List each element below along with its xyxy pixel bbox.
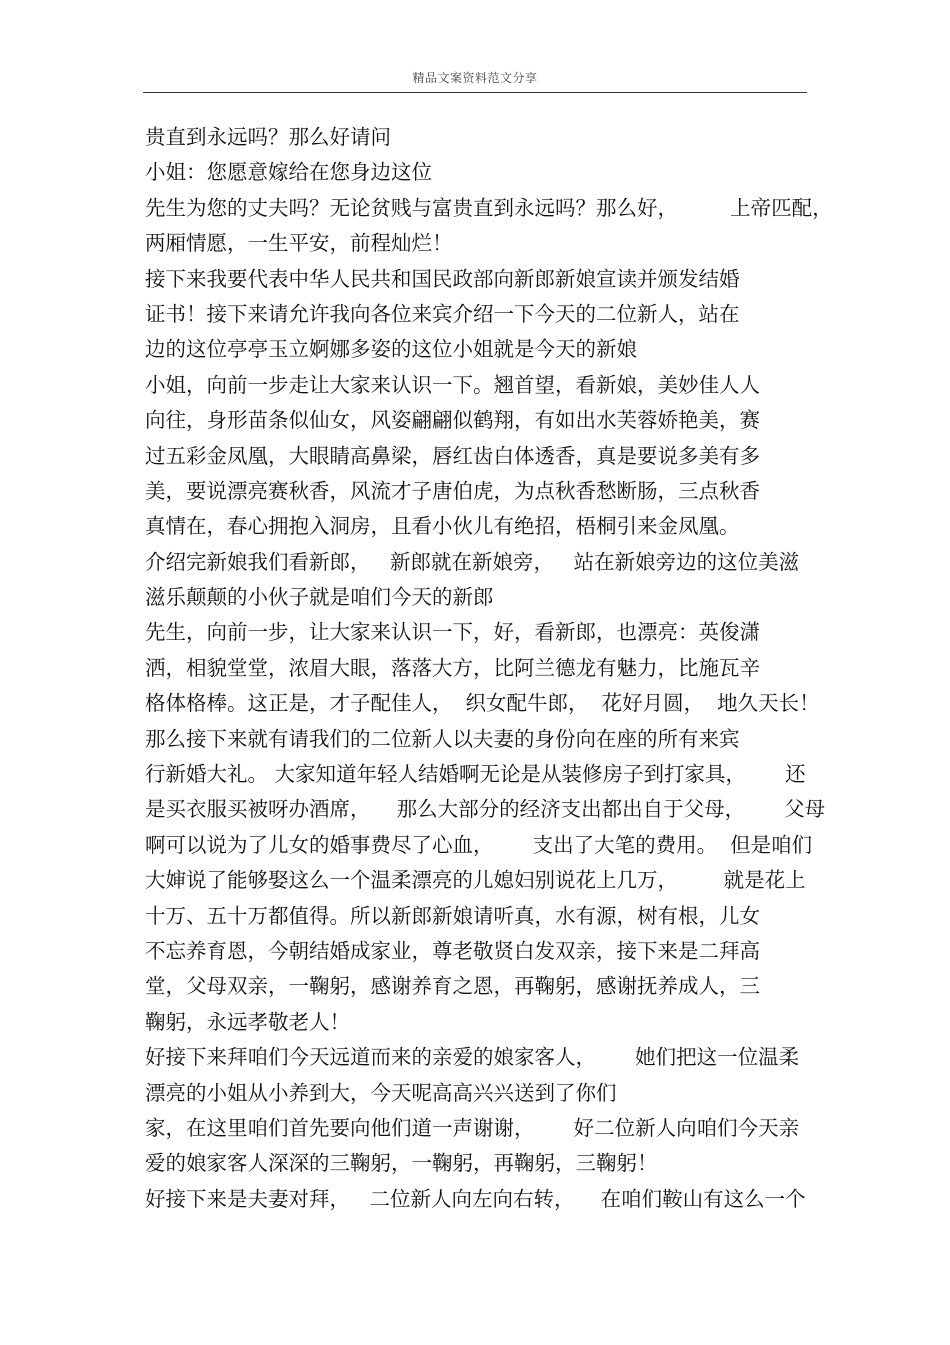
text-line: 先生，向前一步，让大家来认识一下，好，看新郎，也漂亮：英俊潇 [145,620,760,645]
text-line: 小姐，向前一步走让大家来认识一下。翘首望，看新娘，美妙佳人人 [145,372,760,397]
text-line: 那么接下来就有请我们的二位新人以夫妻的身份向在座的所有来宾 [145,726,740,751]
text-line: 不忘养育恩，今朝结婚成家业，尊老敬贤白发双亲，接下来是二拜高 [145,938,760,963]
text-line: 美，要说漂亮赛秋香，风流才子唐伯虎，为点秋香愁断肠，三点秋香 [145,478,760,503]
text-line: 鞠躬，永远孝敬老人！ [145,1009,350,1034]
document-body [145,120,833,1217]
text-line: 证书！接下来请允许我向各位来宾介绍一下今天的二位新人，站在 [145,301,740,326]
text-line: 家，在这里咱们首先要向他们道一声谢谢， 好二位新人向咱们今天亲 [145,1115,800,1140]
text-line: 小姐：您愿意嫁给在您身边这位 [145,160,432,185]
text-line: 过五彩金凤凰，大眼睛高鼻梁，唇红齿白体透香，真是要说多美有多 [145,443,760,468]
text-line: 向往，身形苗条似仙女，风姿翩翩似鹤翔，有如出水芙蓉娇艳美，赛 [145,408,760,433]
text-line: 格体格棒。这正是，才子配佳人， 织女配牛郎， 花好月圆， 地久天长！ [145,691,820,716]
text-line: 堂，父母双亲，一鞠躬，感谢养育之恩，再鞠躬，感谢抚养成人，三 [145,974,760,999]
text-line: 洒，相貌堂堂，浓眉大眼，落落大方，比阿兰德龙有魅力，比施瓦辛 [145,655,760,680]
text-line: 漂亮的小姐从小养到大，今天呢高高兴兴送到了你们 [145,1080,617,1105]
text-line: 边的这位亭亭玉立婀娜多姿的这位小姐就是今天的新娘 [145,337,637,362]
text-line: 好接下来拜咱们今天远道而来的亲爱的娘家客人， 她们把这一位温柔 [145,1045,800,1070]
text-line: 是买衣服买被呀办酒席， 那么大部分的经济支出都出自于父母， 父母 [145,797,826,822]
text-line: 贵直到永远吗？那么好请问 [145,125,391,149]
header-title: 精品文案资料范文分享 [412,71,538,85]
text-line: 大婶说了能够娶这么一个温柔漂亮的儿媳妇别说花上几万， 就是花上 [145,868,806,893]
text-line: 先生为您的丈夫吗？无论贫贱与富贵直到永远吗？那么好， 上帝匹配， [145,195,833,220]
text-line: 爱的娘家客人深深的三鞠躬，一鞠躬，再鞠躬，三鞠躬！ [145,1151,658,1176]
text-line: 真情在，春心拥抱入洞房，且看小伙儿有绝招，梧桐引来金凤凰。 [145,514,740,539]
text-line: 接下来我要代表中华人民共和国民政部向新郎新娘宣读并颁发结婚 [145,266,740,291]
text-line: 啊可以说为了儿女的婚事费尽了心血， 支出了大笔的费用。 但是咱们 [145,832,813,857]
text-line: 介绍完新娘我们看新郎， 新郎就在新娘旁， 站在新娘旁边的这位美滋 [145,549,800,574]
text-line: 行新婚大礼。 大家知道年轻人结婚啊无论是从装修房子到打家具， 还 [145,762,806,787]
page-header [143,62,807,93]
text-line: 十万、五十万都值得。所以新郎新娘请听真，水有源，树有根，儿女 [145,903,760,928]
text-line: 好接下来是夫妻对拜， 二位新人向左向右转， 在咱们鞍山有这么一个 [145,1186,806,1211]
text-line: 滋乐颠颠的小伙子就是咱们今天的新郎 [145,585,494,610]
text-line: 两厢情愿，一生平安，前程灿烂！ [145,231,453,256]
